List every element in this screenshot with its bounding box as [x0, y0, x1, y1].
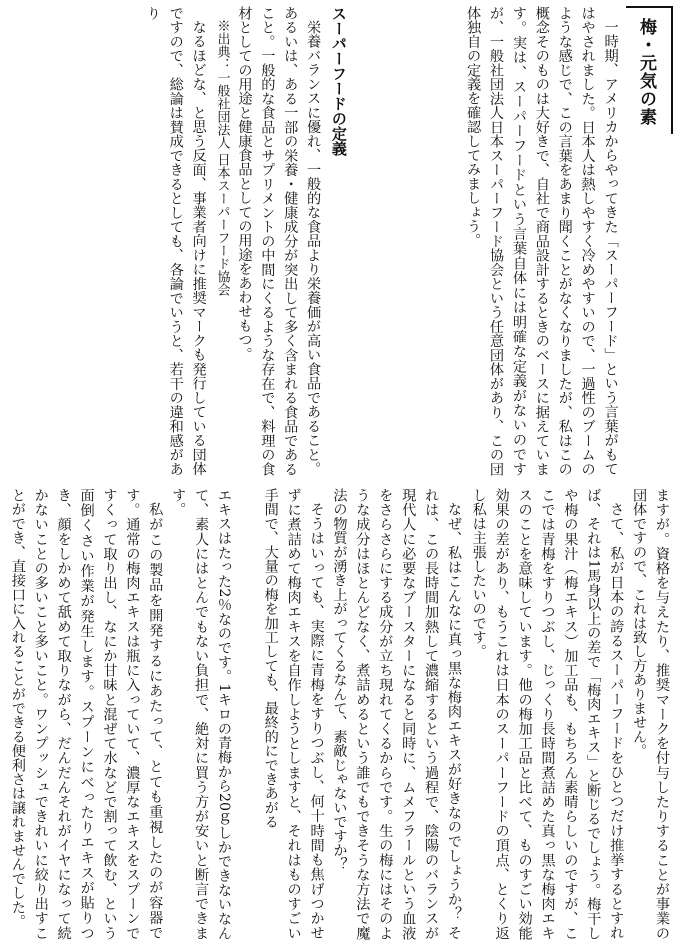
- paragraph-why-black: なぜ、私はこんなに真っ黒な梅肉エキスが好きなのでしょうか？ それは、この長時間加熱して濃縮するという過程で、陰陽のバランスが現代人に必要なブースターになると同時に、ムメフラールという血液をさらさらにする成分が立ち現れてくるからです。生の梅にはそのような成分はほとんどなく、煮詰めるという誰でもできそうな方法で魔法の物質が湧き上がってくるなんて、素敵じゃないですか？: [331, 488, 462, 940]
- definition-column: [8, 6, 324, 476]
- intro-column: [350, 6, 622, 476]
- column-container: [8, 488, 235, 940]
- paragraph-two-percent: エキスはたった2％なのです。1キロの青梅から20ｇしかできないなんて、素人にはとんでもない負担で、絶対に買う方が安いと断言できます。: [170, 488, 232, 940]
- comment-paragraph: なるほどな、と思う反面、事業者向けに推奨マークも発行している団体ですので、総論は賛成できるとしても、各論でいうと、若干の違和感があり: [144, 6, 207, 476]
- definition-paragraph: 栄養バランスに優れ、一般的な食品より栄養価が高い食品であること。あるいは、ある一部の栄養・健康成分が突出して多く含まれる食品であること。一般的な食品とサプリメントの中間にくるような存在で、料理の食材としての用途と健康食品としての用途をあわせもつ。: [236, 6, 322, 476]
- article-title: 梅・元気の素: [636, 18, 656, 126]
- bottom-text-band: [8, 488, 673, 940]
- section-heading: スーパーフードの定義: [329, 6, 348, 156]
- paragraph-container: 私がこの製品を開発するにあたって、とても重視したのが容器です。通常の梅肉エキスは瓶に入っていて、濃厚なエキスをスプーンですくって取り出し、なにか甘味と混ぜて水などで割って飲む、という面倒くさい作業が発生します。スプーンにべったりエキスが貼りつき、顔をしかめて舐めて取りながら、だんだんそれがイヤになって続かないことの多いこと多いこと。ワンプッシュできれいに絞り出すことができ、直接口に入れることができる便利さは譲れませんでした。: [9, 488, 164, 940]
- paragraph-continued: ますが。資格を与えたり、推奨マークを付与したりすることが事業の団体ですので、これは致し方ありません。: [631, 488, 670, 940]
- column-why-black: [235, 488, 465, 940]
- column-ume-extract: [465, 488, 673, 940]
- heading-column: [324, 6, 350, 476]
- intro-paragraph: 一時期、アメリカからやってきた「スーパーフード」という言葉がもてはやされました。日本人は熱しやすく冷めやすいので、一過性のブームのような感じで、この言葉をあまり聞くことがなくなりましたが、私はこの概念そのものは大好きで、自社で商品設計するときのベースに据えています。実は、スーパーフードという言葉自体には明確な定義がないのですが、一般社団法人日本スーパーフード協会という任意団体があり、この団体独自の定義を確認してみましょう。: [465, 6, 619, 476]
- source-note: ※出典：一般社団法人 日本スーパーフード協会: [214, 19, 230, 297]
- article-title-box: [626, 6, 673, 134]
- paragraph-handmade: そうはいっても、実際に青梅をすりつぶし、何十時間も焦げつかせずに煮詰めて梅肉エキスを自作しようとしますと、それはものすごい手間で、大量の梅を加工しても、最終的にできあがる: [262, 488, 325, 940]
- paragraph-ume-extract: さて、私が日本の誇るスーパーフードをひとつだけ推挙するとすれば、それは1馬身以上の差で「梅肉エキス」と断じるでしょう。梅干しや梅の果汁（梅エキス）加工品も、もちろん素晴らしいのですが、ここでは青梅をすりつぶし、じっくり長時間煮詰めた真っ黒な梅肉エキスのことを意味しています。他の梅加工品と比べて、ものすごい効能効果の差があり、もうこれは日本のスーパーフードの頂点、とくり返し私は主張したいのです。: [470, 488, 625, 940]
- top-text-band: [8, 6, 673, 476]
